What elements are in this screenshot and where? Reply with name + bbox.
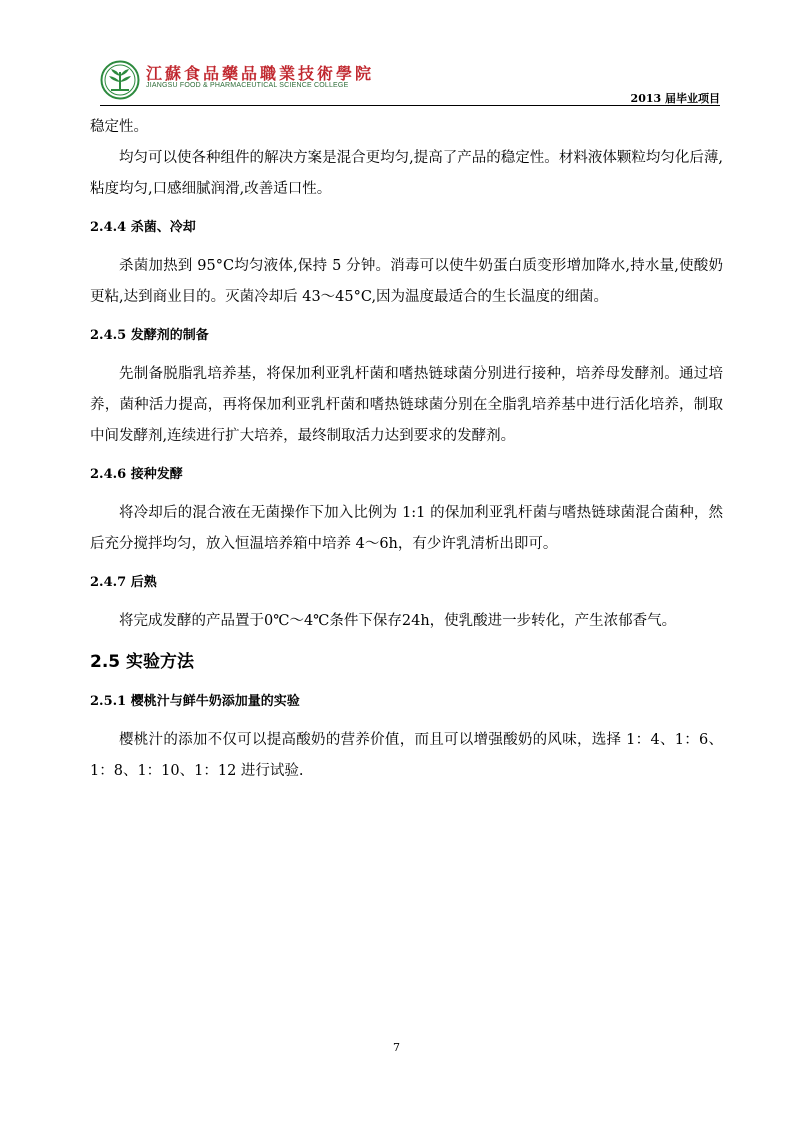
page-number: 7	[393, 1041, 400, 1054]
paragraph-continuation: 稳定性。	[90, 119, 148, 135]
paragraph-homogenization: 均匀可以使各种组件的解决方案是混合更均匀,提高了产品的稳定性。材料液体颗粒均匀化后薄,粘度均匀,口感细腻润滑,改善适口性。	[90, 150, 723, 197]
heading-2-5-1: 2.5.1 樱桃汁与鲜牛奶添加量的实验	[90, 694, 300, 709]
paragraph-cherry-juice: 樱桃汁的添加不仅可以提高酸奶的营养价值，而且可以增强酸奶的风味，选择 1：4、1：6、1：8、1：10、1：12 进行试验.	[90, 732, 723, 779]
heading-2-4-7: 2.4.7 后熟	[90, 575, 157, 590]
paragraph-starter-preparation: 先制备脱脂乳培养基，将保加利亚乳杆菌和嗜热链球菌分别进行接种，培养母发酵剂。通过培养，菌种活力提高，再将保加利亚乳杆菌和嗜热链球菌分别在全脂乳培养基中进行活化培养，制取中间发酵剂,连续进行扩大培养，最终制取活力达到要求的发酵剂。	[90, 366, 723, 444]
college-name-cn: 江蘇食品藥品職業技術學院	[146, 64, 375, 83]
paragraph-sterilization: 杀菌加热到 95°C均匀液体,保持 5 分钟。消毒可以使牛奶蛋白质变形增加降水,持水量,使酸奶更粘,达到商业目的。灭菌冷却后 43～45°C,因为温度最适合的生长温度的细菌。	[90, 258, 723, 305]
header-divider	[100, 105, 720, 106]
college-name-en: JIANGSU FOOD & PHARMACEUTICAL SCIENCE COLLEGE	[146, 82, 349, 89]
college-emblem-icon	[100, 60, 140, 100]
paragraph-inoculation: 将冷却后的混合液在无菌操作下加入比例为 1:1 的保加利亚乳杆菌与嗜热链球菌混合菌种，然后充分搅拌均匀，放入恒温培养箱中培养 4～6h，有少许乳清析出即可。	[90, 505, 723, 552]
heading-2-4-6: 2.4.6 接种发酵	[90, 467, 183, 482]
heading-2-4-5: 2.4.5 发酵剂的制备	[90, 328, 209, 343]
page-header	[100, 58, 720, 106]
project-label: 2013 届毕业项目	[630, 92, 720, 105]
document-body	[90, 112, 723, 787]
paragraph-ripening: 将完成发酵的产品置于0℃～4℃条件下保存24h，使乳酸进一步转化，产生浓郁香气。	[119, 613, 677, 629]
heading-2-5: 2.5 实验方法	[90, 652, 195, 672]
heading-2-4-4: 2.4.4 杀菌、冷却	[90, 220, 196, 235]
